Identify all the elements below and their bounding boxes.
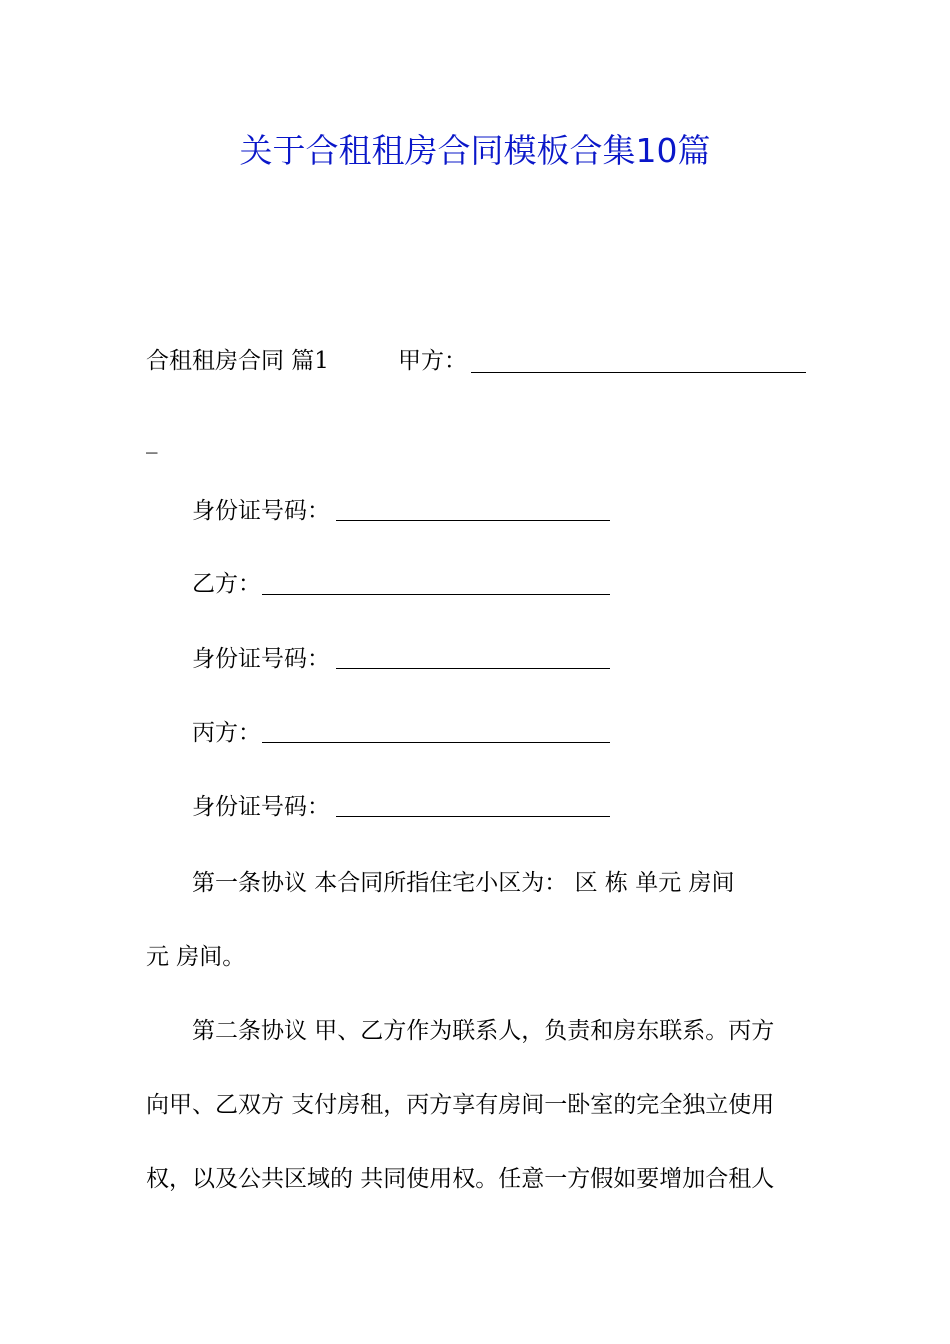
field-id-b-label: 身份证号码：: [192, 646, 330, 672]
field-party-b-label: 乙方：: [192, 571, 261, 597]
field-party-c-blank: [262, 720, 610, 743]
party-a-label: 甲方：: [398, 348, 467, 374]
field-id-c-label: 身份证号码：: [192, 794, 330, 820]
field-id-b-blank: [336, 646, 610, 669]
article2-line2: 向甲、乙双方 支付房租，丙方享有房间一卧室的完全独立使用: [146, 1092, 775, 1118]
field-party-b-blank: [262, 572, 610, 595]
article2-line1: 第二条协议 甲、乙方作为联系人，负责和房东联系。丙方: [192, 1018, 775, 1044]
document-title: 关于合租租房合同模板合集10篇: [239, 131, 711, 170]
field-id-c-blank: [336, 794, 610, 817]
article1-line2: 元 房间。: [146, 944, 246, 970]
field-id-a-blank: [336, 498, 610, 521]
section-heading-line: [146, 344, 329, 378]
field-party-c-label: 丙方：: [192, 720, 261, 746]
field-id-a-label: 身份证号码：: [192, 498, 330, 524]
article1-line1: 第一条协议 本合同所指住宅小区为： 区 栋 单元 房间: [192, 870, 735, 896]
article2-line3: 权，以及公共区域的 共同使用权。任意一方假如要增加合租人: [146, 1166, 775, 1192]
party-a-line: [398, 344, 467, 378]
continuation-mark: _: [146, 428, 158, 454]
party-a-blank: [471, 350, 806, 373]
section-heading: 合租租房合同 篇1: [146, 348, 329, 374]
